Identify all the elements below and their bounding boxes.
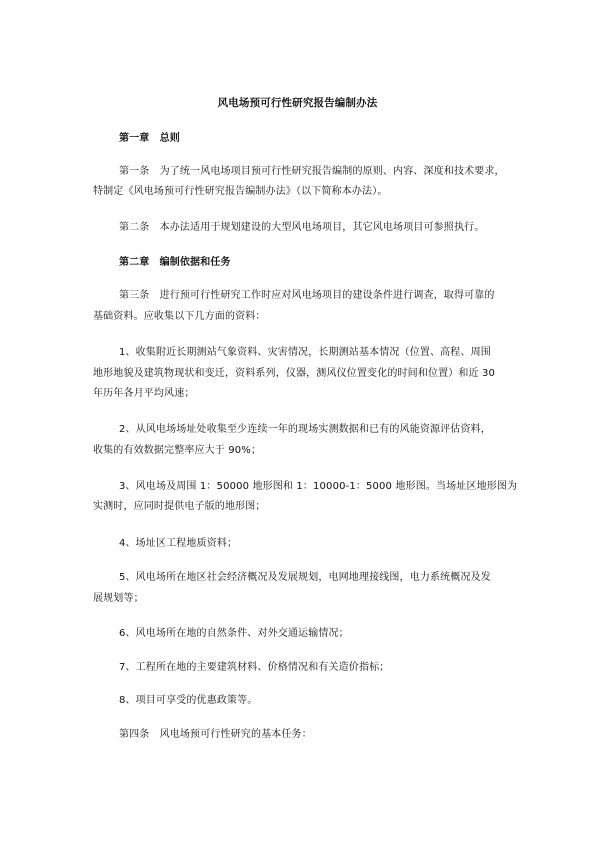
item-4: 4、场址区工程地质资料； <box>119 538 238 549</box>
article-3-line-1: 第三条 进行预可行性研究工作时应对风电场项目的建设条件进行调查，取得可靠的 <box>119 290 495 301</box>
item-1-line-3: 年历年各月平均风速； <box>93 388 195 399</box>
item-1-line-1: 1、收集附近长期测站气象资料、灾害情况，长期测站基本情况（位置、高程、周围 <box>119 347 491 358</box>
article-3-line-2: 基础资料。应收集以下几方面的资料： <box>93 311 266 322</box>
item-2-line-2: 收集的有效数据完整率应大于 90%； <box>93 445 262 456</box>
item-8: 8、项目可享受的优惠政策等。 <box>119 695 258 706</box>
article-1-line-2: 特制定《风电场预可行性研究报告编制办法》（以下简称本办法）。 <box>93 186 388 197</box>
article-4: 第四条 风电场预可行性研究的基本任务： <box>119 729 312 740</box>
item-1-line-2: 地形地貌及建筑物现状和变迁，资料系列，仪器，测风仪位置变化的时间和位置）和近 30 <box>93 368 496 379</box>
item-3-line-2: 实测时，应同时提供电子版的地形图； <box>93 501 266 512</box>
item-5-line-2: 展规划等； <box>93 593 144 604</box>
item-7: 7、工程所在地的主要建筑材料、价格情况和有关造价指标； <box>119 662 390 673</box>
chapter-2-heading: 第二章 编制依据和任务 <box>119 257 231 268</box>
item-3-line-1: 3、风电场及周围 1：50000 地形图和 1：10000-1：5000 地形图。当场址区地形图为 <box>119 481 518 492</box>
chapter-1-heading: 第一章 总则 <box>119 133 180 144</box>
article-2: 第二条 本办法适用于规划建设的大型风电场项目，其它风电场项目可参照执行。 <box>119 222 485 233</box>
item-6: 6、风电场所在地的自然条件、对外交通运输情况； <box>119 628 349 639</box>
document-title: 风电场预可行性研究报告编制办法 <box>217 97 378 109</box>
item-2-line-1: 2、从风电场场址处收集至少连续一年的现场实测数据和已有的风能资源评估资料， <box>119 424 491 435</box>
article-1-line-1: 第一条 为了统一风电场项目预可行性研究报告编制的原则、内容、深度和技术要求， <box>119 166 505 177</box>
item-5-line-1: 5、风电场所在地区社会经济概况及发展规划，电网地理接线图，电力系统概况及发 <box>119 572 491 583</box>
